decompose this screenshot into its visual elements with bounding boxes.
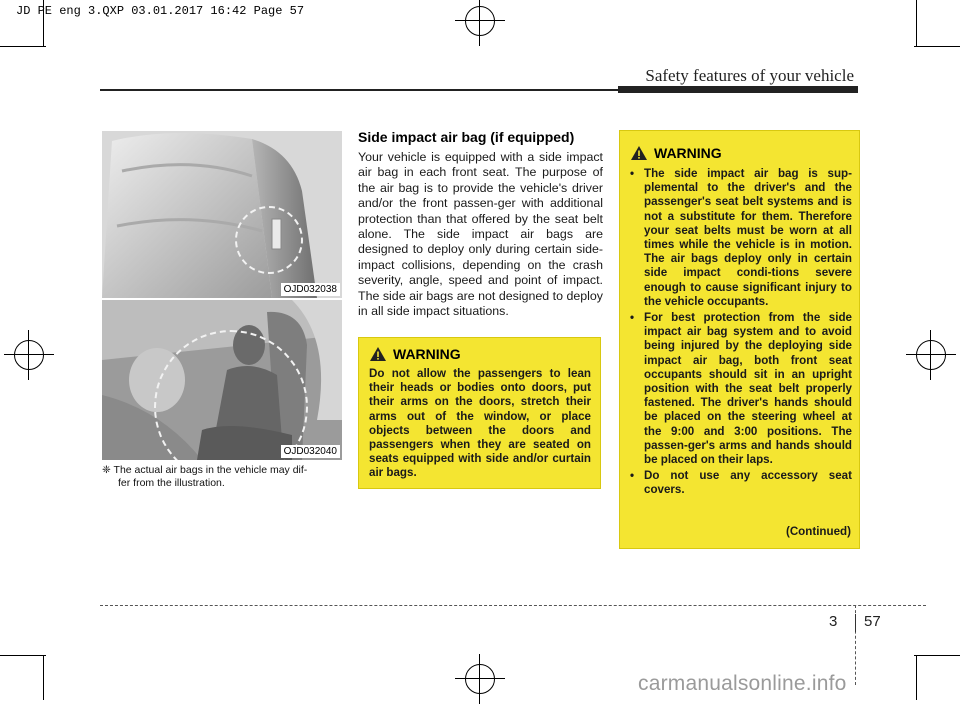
registration-target-icon [465,664,495,694]
highlight-circle [235,206,303,274]
occupant-airbag-photo [102,300,342,460]
figure-code: OJD032040 [281,445,340,458]
crop-mark [914,46,960,47]
warning-box [619,130,860,549]
page-number: 57 [864,613,881,630]
warning-item-text: For best protection from the side impact air bag system and to avoid being injured by the deploying side impact air bag, both front seat occupants should sit in an upright position with the seat belt properly fastened. The driver's hands should be placed on the steering wheel at the 9:00 and 3:00 positions. The passen-ger's arms and hands should be placed on their laps. [644,311,852,467]
warning-triangle-icon [369,346,387,362]
warning-title: WARNING [654,145,722,161]
registration-target-icon [465,6,495,36]
printer-header: JD PE eng 3.QXP 03.01.2017 16:42 Page 57 [16,4,305,18]
warning-triangle-icon [630,145,648,161]
footer-divider [855,614,856,632]
warning-box [358,337,601,489]
warning-item-text: Do not use any accessory seat covers. [644,469,852,497]
watermark: carmanualsonline.info [638,672,847,695]
crop-mark [0,655,46,656]
crop-mark [916,0,917,46]
crop-mark [43,655,44,700]
caption-line: ❈ The actual air bags in the vehicle may dif- [102,464,308,476]
crop-mark [0,46,46,47]
warning-title: WARNING [393,346,461,362]
header-bar [618,86,858,93]
warning-item: • The side impact air bag is sup-plemental to the driver's and the passenger's seat belt systems and is not a substitute for them. Therefore your seat belts must be worn at all times while the vehicle is in motion. The air bags deploy only in certain side impact condi-tions severe enough to cause significant injury to the vehicle occupants. [630,167,852,308]
continued-label: (Continued) [785,525,851,538]
warning-header [369,346,461,362]
article-body: Your vehicle is equipped with a side impact air bag in each front seat. The purpose of the air bag is to provide the vehicle's driver and/or the front passen-ger with additional protection than that offered by the seat belt alone. The side impact air bags are designed to deploy only during certain side-impact collisions, depending on the crash severity, angle, speed and point of impact. The side air bags are not designed to deploy in all side impact situations. [358,150,603,319]
seat-illustration [102,131,342,298]
figure-caption [102,464,342,490]
crop-mark [914,655,960,656]
figure-code: OJD032038 [281,283,340,296]
article-heading: Side impact air bag (if equipped) [358,129,575,145]
warning-item-text: The side impact air bag is sup-plemental to the driver's and the passenger's seat belt systems and is not a substitute for them. Therefore your seat belts must be worn at all times while the vehicle is in motion. The air bags deploy only in certain side impact condi-tions severe enough to cause significant injury to the vehicle occupants. [644,167,852,308]
warning-item: • For best protection from the side impact air bag system and to avoid being injured by the deploying side impact air bag, both front seat occupants should sit in an upright position with the seat belt properly fastened. The driver's hands should be placed on the steering wheel at the 9:00 and 3:00 positions. The passen-ger's arms and hands should be placed on their laps. [630,311,852,467]
seat-airbag-photo [102,131,342,298]
crop-mark [916,655,917,700]
warning-item: • Do not use any accessory seat covers. [630,469,852,497]
footer-rule [100,605,926,606]
registration-target-icon [14,340,44,370]
warning-list [620,167,852,500]
warning-text: Do not allow the passengers to lean their heads or bodies onto doors, put their arms on the doors, stretch their arms out of the window, or place objects between the doors and passengers when they are seated on seats equipped with side and/or curtain air bags. [369,367,591,480]
section-title: Safety features of your vehicle [645,66,854,85]
caption-line: fer from the illustration. [118,477,225,489]
chapter-number: 3 [829,613,838,630]
warning-header [630,145,722,161]
registration-target-icon [916,340,946,370]
